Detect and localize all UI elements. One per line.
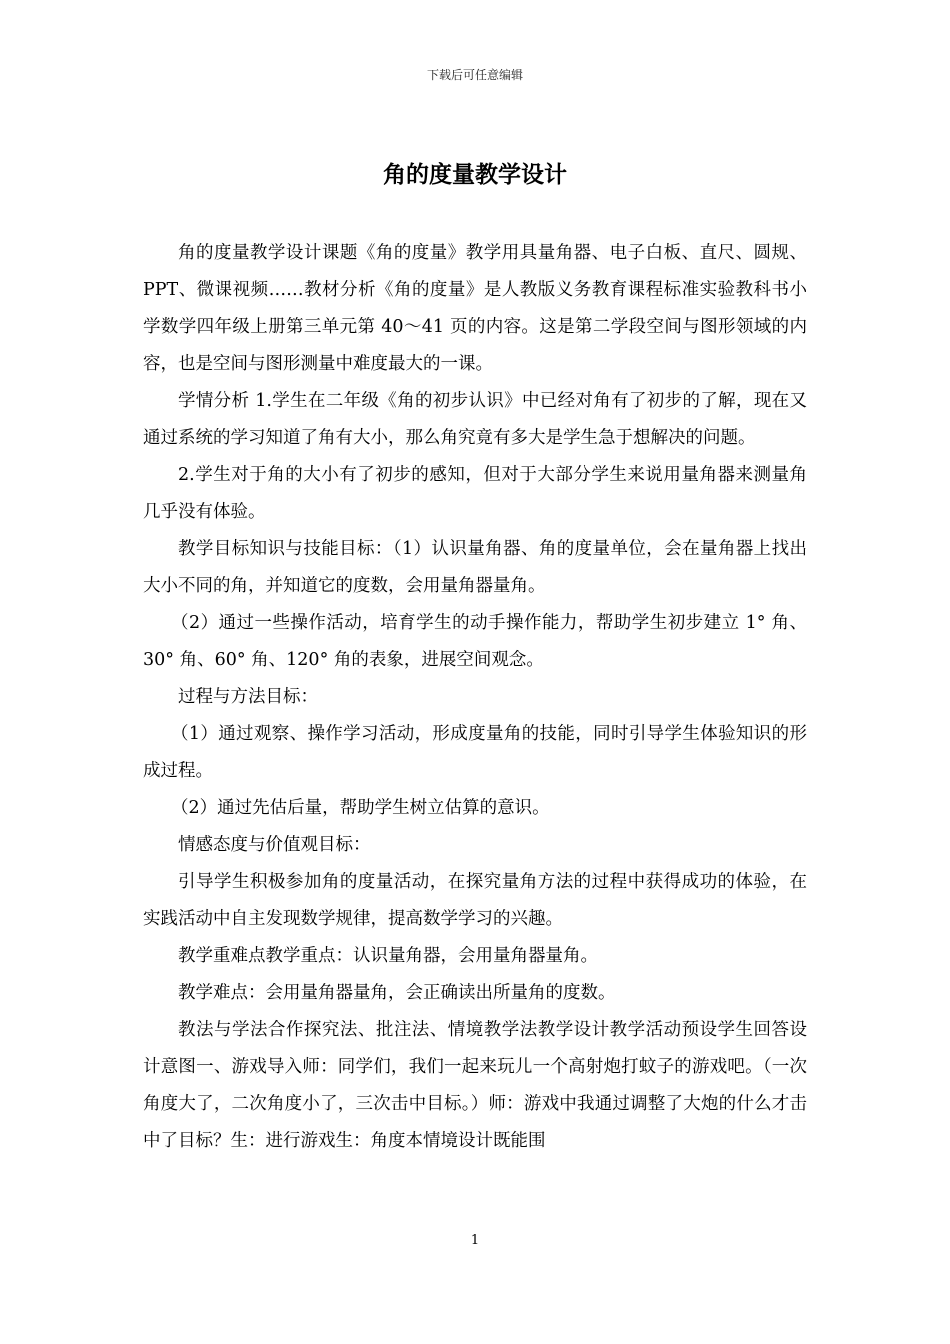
- document-title: 角的度量教学设计: [383, 162, 567, 188]
- paragraph-teaching-methods: 教法与学法合作探究法、批注法、情境教学法教学设计教学活动预设学生回答设计意图一、游戏导入师：同学们，我们一起来玩儿一个高射炮打蚊子的游戏吧。（一次角度大了，二次角度小了，三次击中目标。）师：游戏中我通过调整了大炮的什么才击中了目标？生：进行游戏生：角度本情境设计既能围: [143, 1020, 807, 1151]
- paragraph-learner-analysis-1: 学情分析 1.学生在二年级《角的初步认识》中已经对角有了初步的了解，现在又通过系统的学习知道了角有大小，那么角究竟有多大是学生急于想解决的问题。: [143, 391, 807, 448]
- page-header-note: 下载后可任意编辑: [426, 68, 523, 82]
- paragraph-process-goal-heading: 过程与方法目标：: [178, 687, 318, 707]
- document-body: [143, 235, 807, 1160]
- paragraph-learner-analysis-2: 2.学生对于角的大小有了初步的感知，但对于大部分学生来说用量角器来测量角几乎没有体验。: [143, 465, 807, 522]
- paragraph-process-goal-1: （1）通过观察、操作学习活动，形成度量角的技能，同时引导学生体验知识的形成过程。: [143, 724, 807, 781]
- paragraph-process-goal-2: （2）通过先估后量，帮助学生树立估算的意识。: [171, 798, 550, 818]
- paragraph-emotion-goal: 引导学生积极参加角的度量活动，在探究量角方法的过程中获得成功的体验，在实践活动中自主发现数学规律，提高数学学习的兴趣。: [143, 872, 807, 929]
- page-number: 1: [470, 1233, 480, 1248]
- paragraph-knowledge-goal-1: 教学目标知识与技能目标：（1）认识量角器、角的度量单位，会在量角器上找出大小不同的角，并知道它的度数，会用量角器量角。: [143, 539, 807, 596]
- paragraph-knowledge-goal-2: （2）通过一些操作活动，培育学生的动手操作能力，帮助学生初步建立 1° 角、30° 角、60° 角、120° 角的表象，进展空间观念。: [143, 613, 807, 670]
- paragraph-key-points: 教学重难点教学重点：认识量角器，会用量角器量角。: [178, 946, 598, 966]
- paragraph-emotion-goal-heading: 情感态度与价值观目标：: [178, 835, 371, 855]
- paragraph-difficulties: 教学难点：会用量角器量角，会正确读出所量角的度数。: [178, 983, 616, 1003]
- paragraph-intro: 角的度量教学设计课题《角的度量》教学用具量角器、电子白板、直尺、圆规、PPT、微课视频……教材分析《角的度量》是人教版义务教育课程标准实验教科书小学数学四年级上册第三单元第 40～41 页的内容。这是第二学段空间与图形领域的内容，也是空间与图形测量中难度最大的一课。: [143, 243, 807, 374]
